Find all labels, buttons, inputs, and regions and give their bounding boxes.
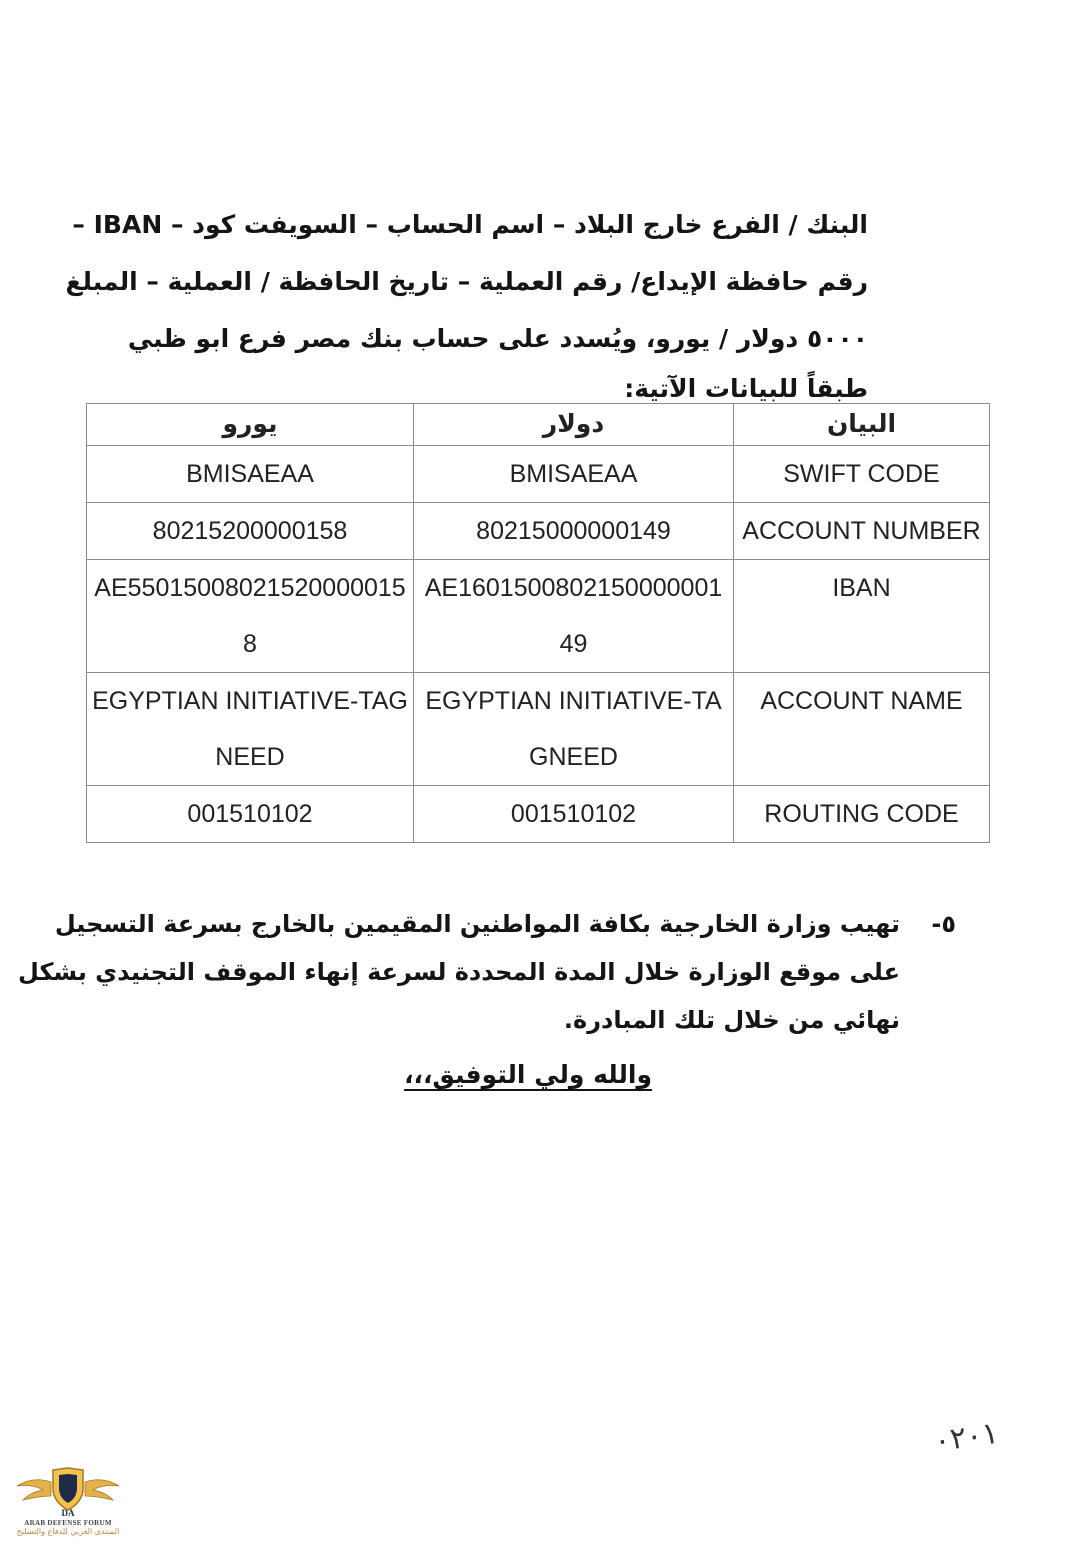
cell-eur: EGYPTIAN INITIATIVE-TAGNEED bbox=[87, 673, 414, 786]
item-5-line-1: تهيب وزارة الخارجية بكافة المواطنين المقيمين بالخارج بسرعة التسجيل bbox=[54, 910, 900, 938]
closing-line: والله ولي التوفيق،،، bbox=[404, 1060, 652, 1089]
intro-line-2: رقم حافظة الإيداع/ رقم العملية – تاريخ الحافظة / العملية – المبلغ bbox=[65, 267, 868, 296]
intro-line-1: البنك / الفرع خارج البلاد – اسم الحساب – السويفت كود – IBAN – bbox=[72, 210, 868, 239]
header-euro: يورو bbox=[87, 404, 414, 446]
cell-eur: AE550150080215200000158 bbox=[87, 560, 414, 673]
cell-label: IBAN bbox=[734, 560, 990, 673]
cell-label: ACCOUNT NUMBER bbox=[734, 503, 990, 560]
winged-shield-logo-icon bbox=[13, 1462, 123, 1518]
table-row-routing bbox=[87, 786, 990, 843]
item-number: ٥- bbox=[931, 910, 956, 938]
cell-eur: BMISAEAA bbox=[87, 446, 414, 503]
watermark-english: ARAB DEFENSE FORUM bbox=[24, 1519, 112, 1527]
forum-watermark bbox=[6, 1462, 130, 1558]
bank-details-table bbox=[86, 403, 990, 843]
cell-usd: BMISAEAA bbox=[414, 446, 734, 503]
table-row-account-name bbox=[87, 673, 990, 786]
cell-usd: 80215000000149 bbox=[414, 503, 734, 560]
cell-usd: EGYPTIAN INITIATIVE-TAGNEED bbox=[414, 673, 734, 786]
page-number: ٠٢٠١ bbox=[931, 1415, 1001, 1460]
cell-usd: AE160150080215000000149 bbox=[414, 560, 734, 673]
cell-usd: 001510102 bbox=[414, 786, 734, 843]
cell-eur: 80215200000158 bbox=[87, 503, 414, 560]
logo-text: DA bbox=[61, 1508, 75, 1518]
intro-line-4: طبقاً للبيانات الآتية: bbox=[624, 374, 868, 403]
header-dollar: دولار bbox=[414, 404, 734, 446]
watermark-arabic: المنتدى العربي للدفاع والتسليح bbox=[16, 1527, 120, 1536]
cell-label: ROUTING CODE bbox=[734, 786, 990, 843]
item-5-paragraph bbox=[18, 900, 956, 1044]
table-row-iban bbox=[87, 560, 990, 673]
cell-eur: 001510102 bbox=[87, 786, 414, 843]
intro-paragraph bbox=[65, 196, 868, 411]
table-header-row bbox=[87, 404, 990, 446]
intro-line-3: ٥٠٠٠ دولار / يورو، ويُسدد على حساب بنك مصر فرع ابو ظبي bbox=[127, 324, 868, 353]
cell-label: SWIFT CODE bbox=[734, 446, 990, 503]
item-5-line-3: نهائي من خلال تلك المبادرة. bbox=[563, 1006, 900, 1034]
table-row-account-number bbox=[87, 503, 990, 560]
header-label: البيان bbox=[734, 404, 990, 446]
item-5-line-2: على موقع الوزارة خلال المدة المحددة لسرعة إنهاء الموقف التجنيدي بشكل bbox=[18, 958, 900, 986]
cell-label: ACCOUNT NAME bbox=[734, 673, 990, 786]
table-row-swift bbox=[87, 446, 990, 503]
